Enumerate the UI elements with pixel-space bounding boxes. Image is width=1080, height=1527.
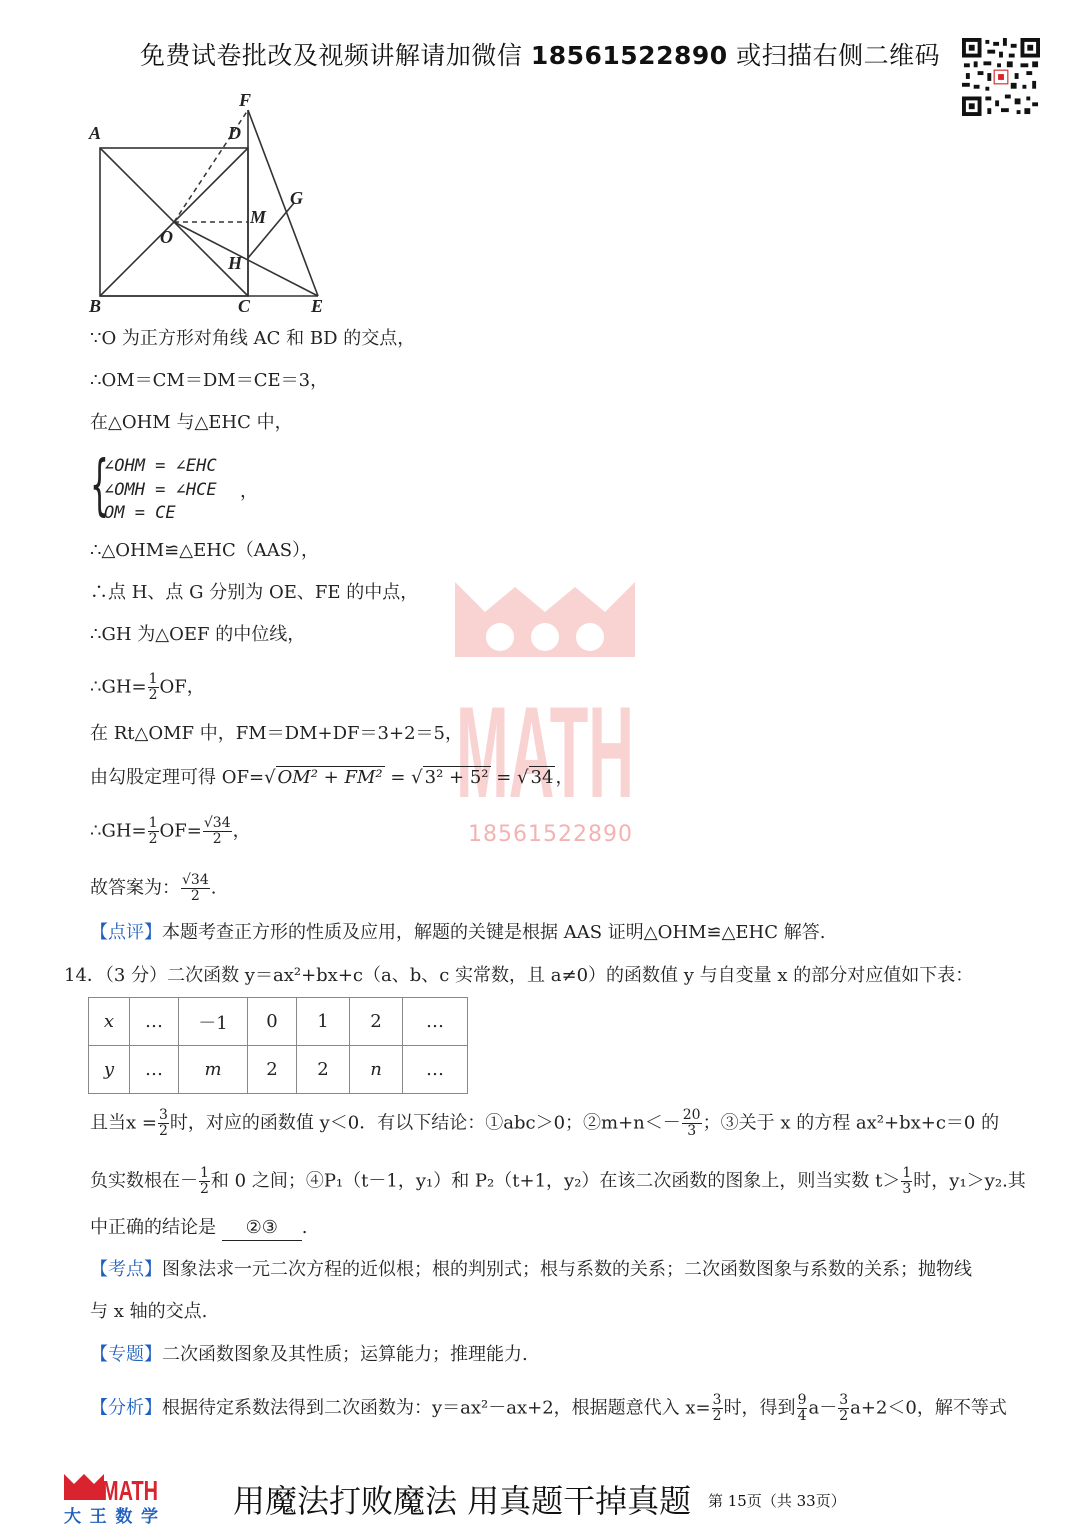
denominator: 2 bbox=[712, 1408, 722, 1424]
text: OF= bbox=[159, 820, 202, 842]
table-cell: －1 bbox=[179, 998, 248, 1046]
table-cell: 0 bbox=[248, 998, 297, 1046]
numerator: 1 bbox=[902, 1165, 912, 1181]
q14-para-2 bbox=[90, 1166, 1026, 1197]
numerator: 1 bbox=[200, 1165, 209, 1181]
page-header bbox=[0, 36, 1080, 72]
q14-para-3 bbox=[90, 1216, 307, 1241]
solution-line-6: ∴GH 为△OEF 的中位线， bbox=[90, 624, 306, 645]
numerator: 1 bbox=[148, 815, 158, 831]
logo-cn: 大王数学 bbox=[64, 1507, 158, 1526]
table-cell: y bbox=[89, 1046, 130, 1094]
zhuanti-tag: 【专题】 bbox=[90, 1344, 162, 1365]
fenxi-tag: 【分析】 bbox=[90, 1397, 162, 1419]
label-b: B bbox=[89, 296, 102, 316]
solution-line-2: ∴OM＝CM＝DM＝CE＝3， bbox=[90, 370, 329, 391]
text: 和 0 之间；④P₁（t－1，y₁）和 P₂（t+1，y₂）在该二次函数的图象上，则当实数 t＞ bbox=[210, 1170, 901, 1192]
system-eq-1: ∠OHM = ∠EHC bbox=[104, 456, 217, 476]
zhuanti-line bbox=[90, 1343, 528, 1367]
sqrt-expr: 34 bbox=[530, 767, 554, 788]
solution-line-11 bbox=[90, 873, 216, 904]
table-row bbox=[89, 1046, 468, 1094]
text: ∴GH= bbox=[90, 820, 147, 842]
fraction bbox=[901, 1166, 912, 1197]
qr-code-icon bbox=[961, 38, 1041, 116]
kaodian-tag: 【考点】 bbox=[90, 1259, 162, 1280]
label-e: E bbox=[311, 296, 324, 316]
table-cell: … bbox=[403, 998, 468, 1046]
table-cell: … bbox=[403, 1046, 468, 1094]
label-h: H bbox=[228, 253, 243, 273]
table-cell: m bbox=[179, 1046, 248, 1094]
numerator: 9 bbox=[797, 1392, 807, 1408]
table-cell: … bbox=[130, 1046, 179, 1094]
fraction-half bbox=[148, 672, 159, 703]
geometry-figure bbox=[86, 92, 336, 317]
zhuanti-text: 二次函数图象及其性质；运算能力；推理能力. bbox=[162, 1344, 528, 1365]
kaodian-text: 图象法求一元二次方程的近似根；根的判别式；根与系数的关系；二次函数图象与系数的关系；抛物线 bbox=[162, 1259, 972, 1280]
review-tag: 【点评】 bbox=[90, 922, 162, 943]
system-eq-2: ∠OMH = ∠HCE bbox=[104, 480, 217, 500]
text: 由勾股定理可得 OF= bbox=[90, 767, 265, 788]
denominator: 2 bbox=[190, 888, 200, 904]
numerator: 20 bbox=[682, 1107, 701, 1123]
denominator: 2 bbox=[212, 831, 222, 847]
table-cell: 2 bbox=[248, 1046, 297, 1094]
logo-word: MATH bbox=[102, 1475, 158, 1506]
text: 负实数根在－ bbox=[90, 1170, 198, 1192]
fenxi-line bbox=[90, 1393, 1007, 1424]
numerator: 3 bbox=[158, 1107, 168, 1123]
text: ；③关于 x 的方程 ax²+bx+c＝0 的 bbox=[702, 1112, 1000, 1134]
text: 且当x = bbox=[90, 1112, 157, 1134]
fraction bbox=[838, 1393, 849, 1424]
review-text: 本题考查正方形的性质及应用，解题的关键是根据 AAS 证明△OHM≌△EHC 解答. bbox=[162, 922, 826, 943]
value-table bbox=[88, 997, 468, 1094]
fraction bbox=[712, 1393, 723, 1424]
text: a－ bbox=[808, 1397, 838, 1419]
answer-blank: ②③ bbox=[222, 1216, 302, 1241]
system-eq-3: OM = CE bbox=[104, 503, 176, 523]
text: a+2＜0，解不等式 bbox=[850, 1397, 1007, 1419]
label-d: D bbox=[228, 123, 241, 143]
text: 故答案为： bbox=[90, 877, 180, 899]
numerator: √34 bbox=[182, 872, 209, 888]
table-cell: x bbox=[89, 998, 130, 1046]
label-g: G bbox=[290, 188, 303, 208]
text: 中正确的结论是 bbox=[90, 1217, 216, 1238]
denominator: 2 bbox=[839, 1408, 849, 1424]
fraction bbox=[682, 1108, 702, 1139]
kaodian-line-1 bbox=[90, 1258, 972, 1282]
table-cell: n bbox=[350, 1046, 403, 1094]
denominator: 3 bbox=[687, 1123, 697, 1139]
fraction-sqrt34 bbox=[203, 816, 232, 847]
solution-line-9: 由勾股定理可得 OF=√ OM² + FM² = √ 3² + 5² = √ 34 ， bbox=[90, 767, 574, 788]
sqrt-expr: 3² + 5² bbox=[424, 767, 489, 788]
footer-slogan: 用魔法打败魔法 用真题干掉真题 bbox=[233, 1482, 692, 1520]
label-m: M bbox=[250, 207, 267, 227]
denominator: 2 bbox=[148, 687, 158, 703]
watermark-number: 18561522890 bbox=[468, 822, 633, 847]
label-a: A bbox=[89, 123, 102, 143]
table-cell: 1 bbox=[297, 998, 350, 1046]
denominator: 2 bbox=[200, 1181, 209, 1197]
system-comma: ， bbox=[240, 481, 258, 502]
solution-line-1: ∵O 为正方形对角线 AC 和 BD 的交点， bbox=[90, 328, 416, 349]
numerator: 3 bbox=[712, 1392, 722, 1408]
text: 时，得到 bbox=[723, 1397, 796, 1419]
denominator: 4 bbox=[797, 1408, 807, 1424]
solution-line-7 bbox=[90, 672, 205, 703]
q14-stem: 14．（3 分）二次函数 y＝ax²+bx+c（a、b、c 实常数，且 a≠0）的函数值 y 与自变量 x 的部分对应值如下表： bbox=[64, 965, 974, 986]
text: 根据待定系数法得到二次函数为：y＝ax²－ax+2，根据题意代入 x= bbox=[162, 1397, 711, 1419]
fraction-half bbox=[148, 816, 159, 847]
q14-para-1 bbox=[90, 1108, 999, 1139]
text: ， bbox=[232, 820, 251, 842]
header-text-after: 或扫描右侧二维码 bbox=[727, 41, 941, 70]
page-number: 第 15页（共 33页） bbox=[708, 1492, 846, 1510]
label-o: O bbox=[160, 227, 173, 247]
header-phone: 18561522890 bbox=[530, 41, 728, 70]
label-f: F bbox=[239, 92, 252, 110]
brand-logo bbox=[62, 1470, 162, 1526]
text: OF， bbox=[159, 676, 205, 698]
line-oe bbox=[174, 222, 318, 296]
numerator: 1 bbox=[148, 671, 158, 687]
solution-line-3: 在△OHM 与△EHC 中， bbox=[90, 412, 293, 433]
text: ∴GH= bbox=[90, 676, 147, 698]
fraction bbox=[797, 1393, 808, 1424]
line-fe bbox=[248, 110, 318, 296]
fraction bbox=[158, 1108, 169, 1139]
table-cell: … bbox=[130, 998, 179, 1046]
text: ， bbox=[555, 767, 574, 788]
denominator: 2 bbox=[148, 831, 158, 847]
solution-line-4: ∴△OHM≌△EHC（AAS）， bbox=[90, 540, 320, 561]
text: 时，y₁＞y₂.其 bbox=[913, 1170, 1026, 1192]
table-cell: 2 bbox=[350, 998, 403, 1046]
sqrt-expr: OM² + FM² bbox=[277, 767, 383, 788]
kaodian-line-2: 与 x 轴的交点. bbox=[90, 1301, 208, 1322]
fraction bbox=[199, 1166, 210, 1197]
text: . bbox=[301, 1217, 308, 1238]
numerator: √34 bbox=[203, 815, 231, 831]
table-row bbox=[89, 998, 468, 1046]
label-c: C bbox=[238, 296, 251, 316]
text: . bbox=[210, 877, 217, 899]
watermark-word: MATH bbox=[456, 679, 634, 802]
header-text: 免费试卷批改及视频讲解请加微信 bbox=[139, 41, 531, 70]
denominator: 3 bbox=[902, 1181, 912, 1197]
text: 时，对应的函数值 y＜0．有以下结论：①abc＞0；②m+n＜－ bbox=[169, 1112, 681, 1134]
fraction-sqrt34 bbox=[181, 873, 210, 904]
solution-line-5: ∴点 H、点 G 分别为 OE、FE 的中点， bbox=[90, 582, 419, 603]
numerator: 3 bbox=[839, 1392, 849, 1408]
review-line bbox=[90, 921, 825, 945]
solution-line-8: 在 Rt△OMF 中，FM＝DM+DF＝3+2＝5， bbox=[90, 723, 463, 744]
text: = bbox=[384, 767, 412, 788]
table-cell: 2 bbox=[297, 1046, 350, 1094]
system-brace: { bbox=[90, 446, 109, 523]
denominator: 2 bbox=[158, 1123, 168, 1139]
text: = bbox=[490, 767, 518, 788]
solution-line-10 bbox=[90, 816, 251, 847]
